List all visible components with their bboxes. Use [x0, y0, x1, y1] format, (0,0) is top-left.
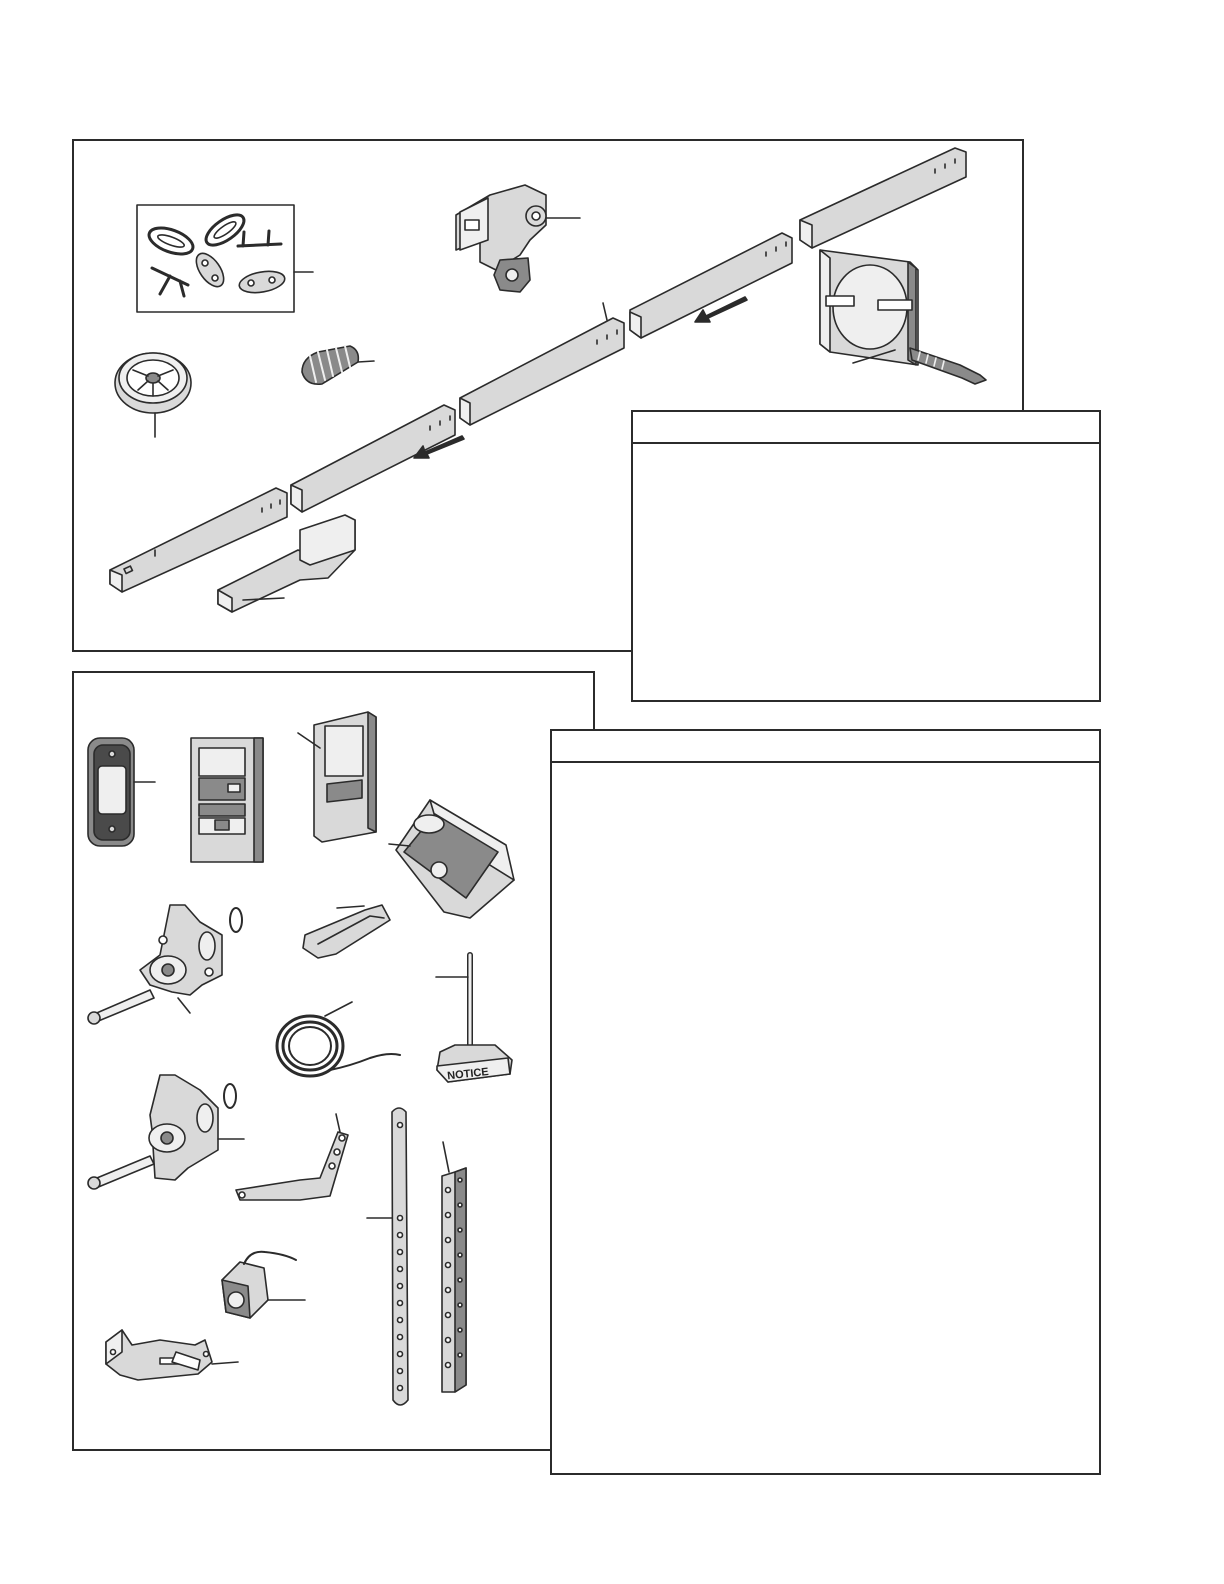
hanging-bracket-icon — [442, 1142, 466, 1392]
bottom-info-box — [550, 729, 1101, 1475]
chain-spool-icon — [820, 250, 986, 384]
master-link-bag-icon — [137, 205, 313, 312]
cable-pulley-icon — [115, 353, 191, 437]
top-info-box — [631, 410, 1101, 702]
emergency-release-rope-icon — [436, 955, 512, 1082]
trolley-icon — [456, 185, 580, 292]
notice-label: NOTICE — [446, 1066, 490, 1083]
power-adapter-icon — [222, 1252, 305, 1318]
straight-door-arm-icon — [367, 1108, 408, 1405]
door-bracket-plate-icon — [106, 1330, 238, 1380]
visor-clip-icon — [303, 905, 390, 958]
top-info-box-header — [633, 412, 1099, 444]
safety-bracket-icon — [88, 905, 242, 1024]
curved-door-arm-icon — [236, 1114, 348, 1200]
bell-wire-icon — [277, 1002, 400, 1076]
wall-control-icon — [191, 738, 263, 862]
worm-spring-icon — [302, 346, 374, 384]
bottom-info-box-header — [552, 731, 1099, 763]
remote-control-icon — [298, 712, 376, 842]
door-bracket-icon — [88, 1075, 244, 1189]
battery-remote-icon — [389, 800, 514, 918]
door-control-icon — [88, 738, 155, 846]
